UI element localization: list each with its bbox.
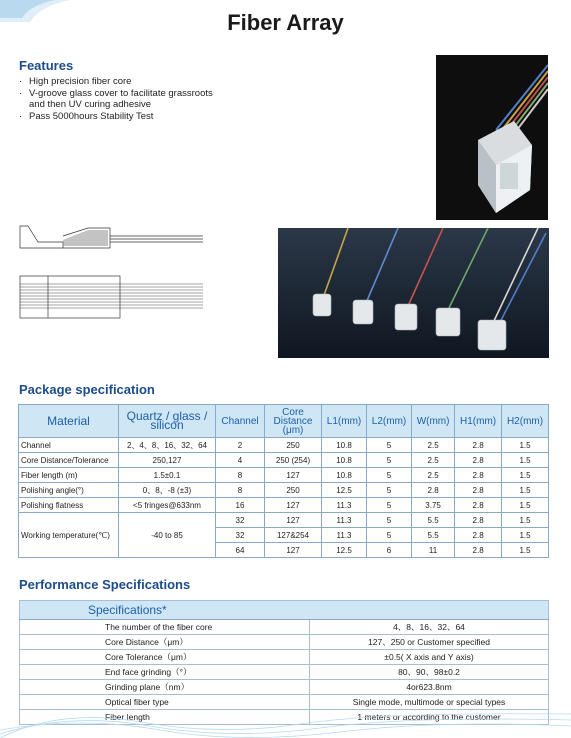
feature-item: · V-groove glass cover to facilitate grassroots and then UV curing adhesive bbox=[19, 88, 229, 111]
spec-value: 80、90、98±0.2 bbox=[310, 665, 549, 680]
core-distance-cell: 127 bbox=[265, 543, 322, 558]
package-spec-table bbox=[18, 404, 549, 558]
spec-label: Grinding plane（nm） bbox=[20, 680, 310, 695]
features-heading: Features bbox=[19, 58, 74, 73]
material-label: Core Distance/Tolerance bbox=[19, 453, 119, 468]
performance-spec-heading: Performance Specifications bbox=[19, 577, 191, 592]
material-value: <5 fringes@633nm bbox=[119, 498, 216, 513]
h1-cell: 2.8 bbox=[455, 513, 502, 528]
spec-value: Single mode, multimode or special types bbox=[310, 695, 549, 710]
table-row bbox=[19, 483, 549, 498]
l2-cell: 6 bbox=[367, 543, 412, 558]
h2-cell: 1.5 bbox=[502, 528, 549, 543]
channel-cell: 8 bbox=[216, 483, 265, 498]
header-l2: L2(mm) bbox=[367, 405, 412, 438]
core-distance-cell: 250 (254) bbox=[265, 453, 322, 468]
table-row bbox=[20, 620, 549, 635]
l2-cell: 5 bbox=[367, 438, 412, 453]
material-label: Channel bbox=[19, 438, 119, 453]
table-row bbox=[19, 438, 549, 453]
header-l1: L1(mm) bbox=[322, 405, 367, 438]
spec-value: 4、8、16、32、64 bbox=[310, 620, 549, 635]
w-cell: 2.5 bbox=[412, 468, 455, 483]
header-h1: H1(mm) bbox=[455, 405, 502, 438]
spec-value: 4or623.8nm bbox=[310, 680, 549, 695]
channel-cell: 64 bbox=[216, 543, 265, 558]
channel-cell: 8 bbox=[216, 468, 265, 483]
spec-value: 1 meters or according to the customer bbox=[310, 710, 549, 725]
l2-cell: 5 bbox=[367, 513, 412, 528]
table-header-row bbox=[19, 405, 549, 438]
h1-cell: 2.8 bbox=[455, 483, 502, 498]
l2-cell: 5 bbox=[367, 468, 412, 483]
material-value: 250,127 bbox=[119, 453, 216, 468]
h1-cell: 2.8 bbox=[455, 498, 502, 513]
table-row bbox=[20, 635, 549, 650]
h2-cell: 1.5 bbox=[502, 498, 549, 513]
table-row bbox=[19, 513, 549, 528]
w-cell: 5.5 bbox=[412, 528, 455, 543]
w-cell: 2.8 bbox=[412, 483, 455, 498]
spec-value: ±0.5( X axis and Y axis) bbox=[310, 650, 549, 665]
w-cell: 11 bbox=[412, 543, 455, 558]
h1-cell: 2.8 bbox=[455, 453, 502, 468]
table-header-row bbox=[20, 601, 549, 620]
l1-cell: 11.3 bbox=[322, 513, 367, 528]
w-cell: 2.5 bbox=[412, 453, 455, 468]
package-spec-heading: Package specification bbox=[19, 382, 155, 397]
w-cell: 3.75 bbox=[412, 498, 455, 513]
core-distance-cell: 127 bbox=[265, 468, 322, 483]
channel-cell: 32 bbox=[216, 513, 265, 528]
core-distance-cell: 250 bbox=[265, 483, 322, 498]
channel-cell: 2 bbox=[216, 438, 265, 453]
h2-cell: 1.5 bbox=[502, 543, 549, 558]
feature-item: · Pass 5000hours Stability Test bbox=[19, 111, 229, 123]
material-label: Polishing angle(°) bbox=[19, 483, 119, 498]
material-label: Working temperature(℃) bbox=[19, 513, 119, 558]
spec-label: Fiber length bbox=[20, 710, 310, 725]
spec-label: Core Tolerance（μm） bbox=[20, 650, 310, 665]
bottom-decoration bbox=[0, 704, 571, 738]
l2-cell: 5 bbox=[367, 483, 412, 498]
h1-cell: 2.8 bbox=[455, 438, 502, 453]
h1-cell: 2.8 bbox=[455, 468, 502, 483]
material-value: -40 to 85 bbox=[119, 513, 216, 558]
material-label: Fiber length (m) bbox=[19, 468, 119, 483]
w-cell: 2.5 bbox=[412, 438, 455, 453]
core-distance-cell: 250 bbox=[265, 438, 322, 453]
h2-cell: 1.5 bbox=[502, 513, 549, 528]
fiber-array-photo-group bbox=[278, 228, 549, 358]
spec-label: End face grinding（°） bbox=[20, 665, 310, 680]
spec-label: The number of the fiber core bbox=[20, 620, 310, 635]
core-distance-cell: 127&254 bbox=[265, 528, 322, 543]
material-value: 0、8、-8 (±3) bbox=[119, 483, 216, 498]
channel-cell: 32 bbox=[216, 528, 265, 543]
l1-cell: 10.8 bbox=[322, 438, 367, 453]
header-material: Material bbox=[19, 405, 119, 438]
fiber-array-drawing bbox=[18, 218, 208, 328]
features-list bbox=[19, 76, 229, 122]
table-row bbox=[19, 453, 549, 468]
channel-cell: 4 bbox=[216, 453, 265, 468]
channel-cell: 16 bbox=[216, 498, 265, 513]
h2-cell: 1.5 bbox=[502, 438, 549, 453]
fiber-array-photo-closeup bbox=[436, 55, 548, 220]
feature-item: · High precision fiber core bbox=[19, 76, 229, 88]
l1-cell: 10.8 bbox=[322, 468, 367, 483]
table-row bbox=[19, 498, 549, 513]
page-title: Fiber Array bbox=[227, 10, 344, 35]
table-row bbox=[20, 680, 549, 695]
material-label: Polishing flatness bbox=[19, 498, 119, 513]
core-distance-cell: 127 bbox=[265, 498, 322, 513]
h2-cell: 1.5 bbox=[502, 453, 549, 468]
header-core-distance: Core Distance (μm) bbox=[265, 405, 322, 438]
table-row bbox=[20, 650, 549, 665]
l1-cell: 10.8 bbox=[322, 453, 367, 468]
l1-cell: 12.5 bbox=[322, 543, 367, 558]
h2-cell: 1.5 bbox=[502, 483, 549, 498]
l1-cell: 12.5 bbox=[322, 483, 367, 498]
h2-cell: 1.5 bbox=[502, 468, 549, 483]
l1-cell: 11.3 bbox=[322, 498, 367, 513]
h1-cell: 2.8 bbox=[455, 528, 502, 543]
spec-table-title: Specifications* bbox=[20, 601, 549, 620]
h1-cell: 2.8 bbox=[455, 543, 502, 558]
l2-cell: 5 bbox=[367, 498, 412, 513]
header-quartz-glass-silicon: Quartz / glass / silicon bbox=[119, 405, 216, 438]
l1-cell: 11.3 bbox=[322, 528, 367, 543]
table-row bbox=[19, 468, 549, 483]
spec-label: Core Distance（μm） bbox=[20, 635, 310, 650]
w-cell: 5.5 bbox=[412, 513, 455, 528]
spec-label: Optical fiber type bbox=[20, 695, 310, 710]
spec-value: 127、250 or Customer specified bbox=[310, 635, 549, 650]
header-channel: Channel bbox=[216, 405, 265, 438]
l2-cell: 5 bbox=[367, 453, 412, 468]
table-row bbox=[20, 665, 549, 680]
core-distance-cell: 127 bbox=[265, 513, 322, 528]
l2-cell: 5 bbox=[367, 528, 412, 543]
material-value: 2、4、8、16、32、64 bbox=[119, 438, 216, 453]
header-h2: H2(mm) bbox=[502, 405, 549, 438]
material-value: 1.5±0.1 bbox=[119, 468, 216, 483]
header-w: W(mm) bbox=[412, 405, 455, 438]
